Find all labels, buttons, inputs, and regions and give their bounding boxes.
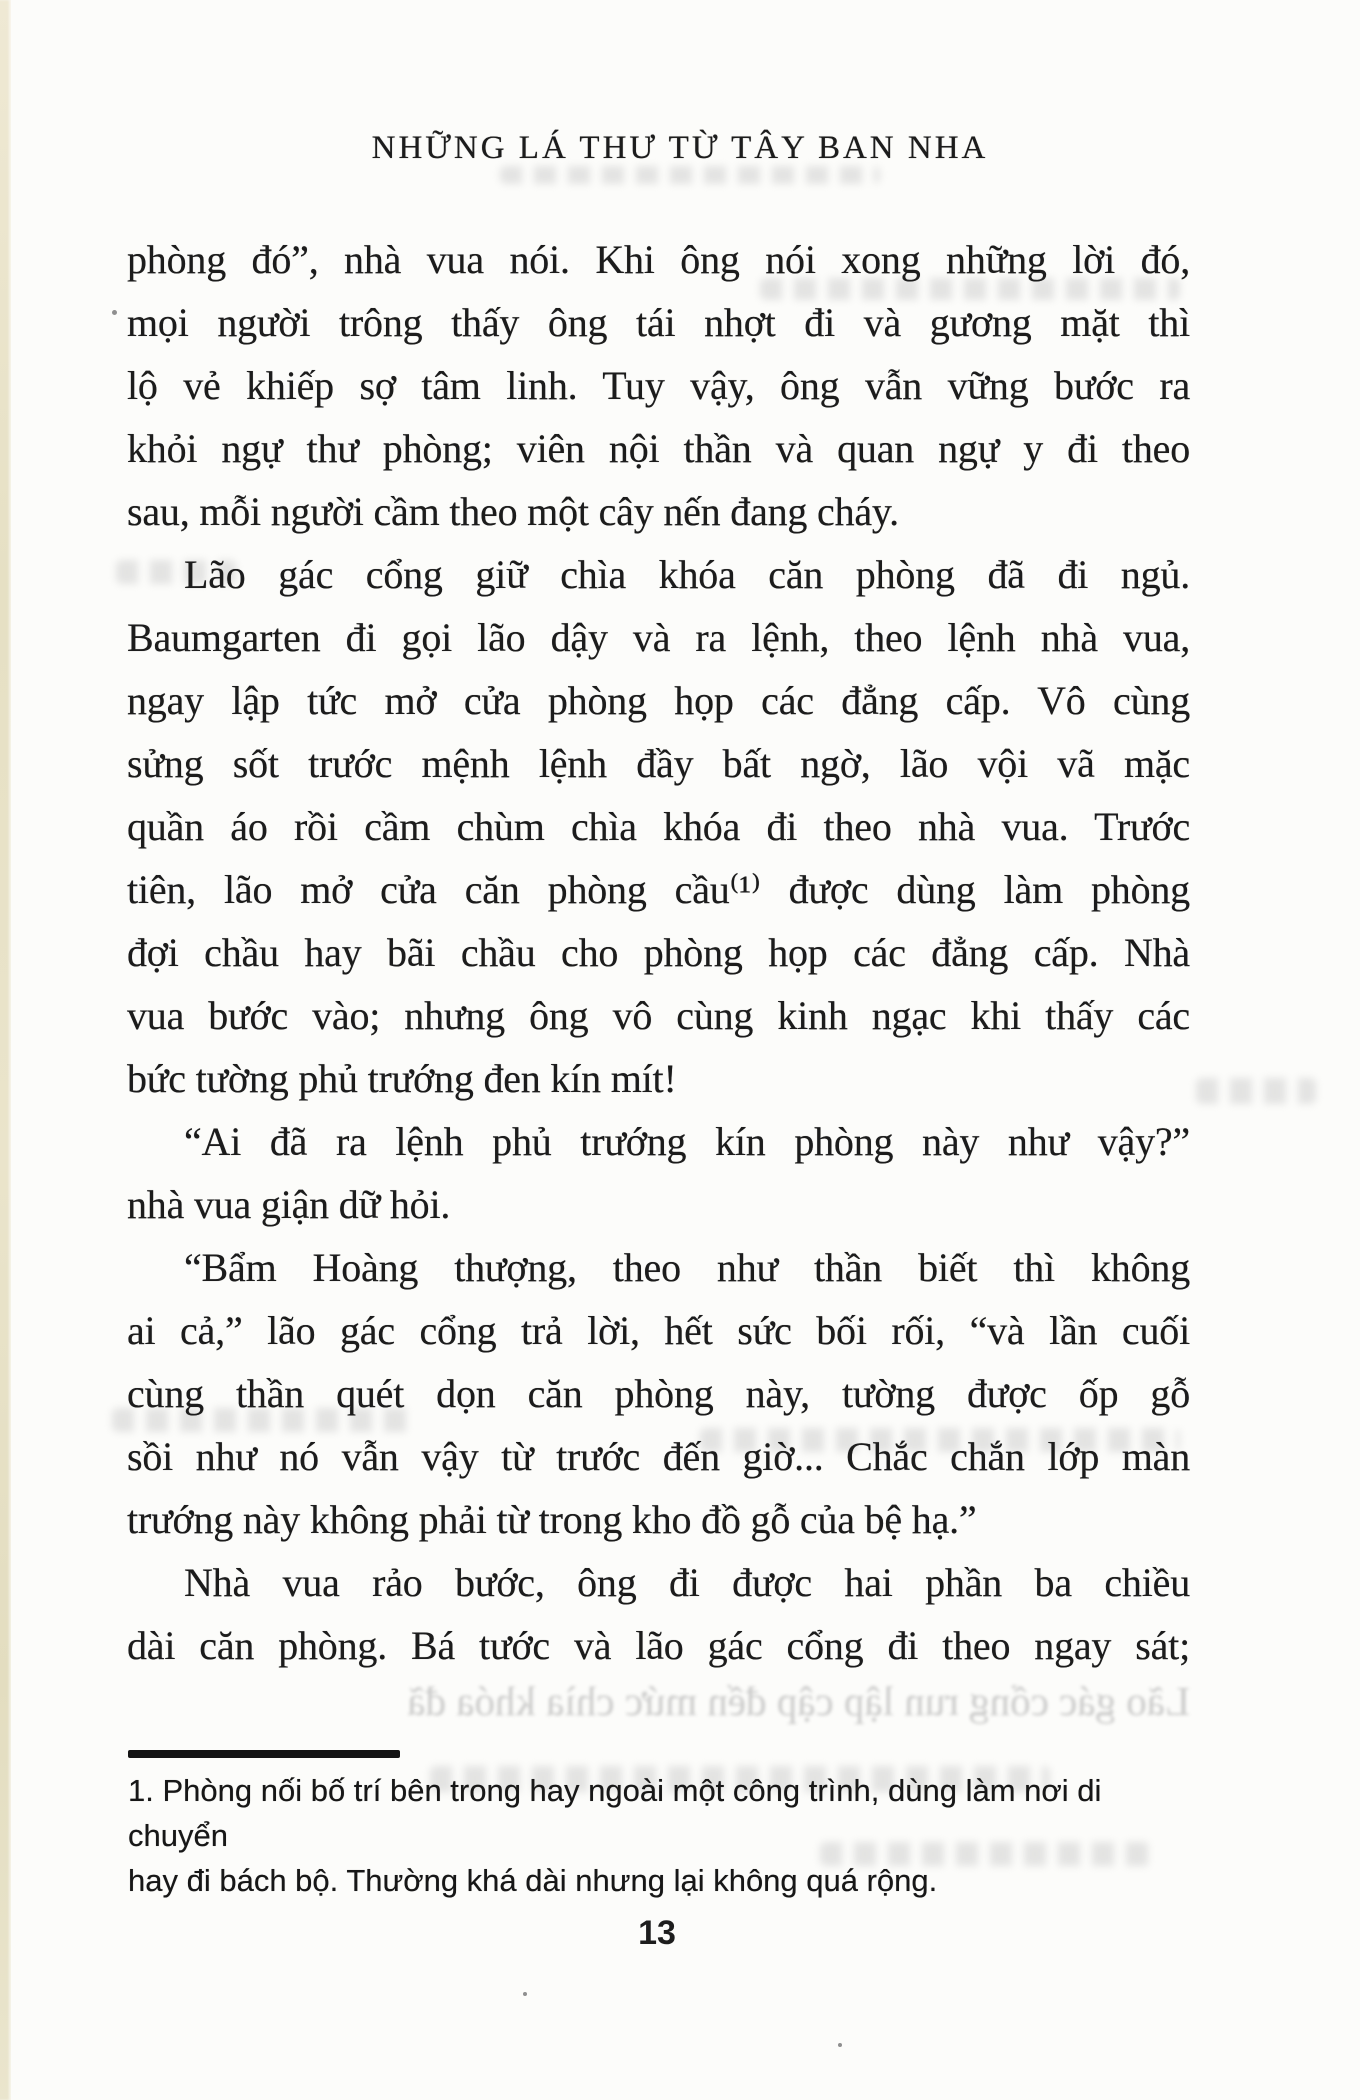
body-line: nhà vua giận dữ hỏi.: [127, 1182, 451, 1227]
body-line: vua bước vào; nhưng ông vô cùng kinh ngạc khi thấy các: [127, 993, 1190, 1038]
page-edge-strip: [0, 0, 11, 2100]
bleedthrough-ghost-text: Lão gác cổng run lập cập đến mức chìa khóa đã: [407, 1678, 1190, 1724]
page-number: 13: [638, 1914, 676, 1952]
body-line: tiên, lão mở cửa căn phòng cầu⁽¹⁾ được dùng làm phòng: [127, 867, 1190, 912]
bleedthrough-smudge: [500, 166, 880, 184]
body-line: lộ vẻ khiếp sợ tâm linh. Tuy vậy, ông vẫn vững bước ra: [127, 363, 1190, 408]
body-line: sau, mỗi người cầm theo một cây nến đang cháy.: [127, 489, 899, 534]
body-line: phòng đó”, nhà vua nói. Khi ông nói xong những lời đó,: [127, 237, 1190, 282]
footnote-line: hay đi bách bộ. Thường khá dài nhưng lại không quá rộng.: [128, 1863, 938, 1898]
running-header: NHỮNG LÁ THƯ TỪ TÂY BAN NHA: [371, 130, 989, 166]
body-line: khỏi ngự thư phòng; viên nội thần và quan ngự y đi theo: [127, 426, 1190, 471]
body-line: trướng này không phải từ trong kho đồ gỗ của bệ hạ.”: [127, 1497, 977, 1542]
body-line: cùng thần quét dọn căn phòng này, tường được ốp gỗ: [127, 1371, 1190, 1416]
body-line: đợi chầu hay bãi chầu cho phòng họp các đẳng cấp. Nhà: [127, 930, 1190, 975]
footnote-rule: [128, 1750, 400, 1758]
body-line: dài căn phòng. Bá tước và lão gác cổng đi theo ngay sát;: [127, 1623, 1190, 1668]
body-line: Nhà vua rảo bước, ông đi được hai phần ba chiều: [184, 1560, 1190, 1605]
scan-speckle: [838, 2043, 842, 2047]
scan-speckle: [112, 310, 117, 315]
body-line: “Ai đã ra lệnh phủ trướng kín phòng này như vậy?”: [184, 1119, 1190, 1164]
footnote-line: 1. Phòng nối bố trí bên trong hay ngoài một công trình, dùng làm nơi di chuyển: [128, 1773, 1102, 1853]
body-line: ngay lập tức mở cửa phòng họp các đẳng cấp. Vô cùng: [127, 678, 1190, 723]
footnote: [128, 1768, 1206, 1903]
body-line: quần áo rồi cầm chùm chìa khóa đi theo nhà vua. Trước: [127, 804, 1190, 849]
body-line: Lão gác cổng giữ chìa khóa căn phòng đã đi ngủ.: [184, 552, 1190, 597]
body-line: mọi người trông thấy ông tái nhợt đi và gương mặt thì: [127, 300, 1190, 345]
body-line: sồi như nó vẫn vậy từ trước đến giờ... Chắc chắn lớp màn: [127, 1434, 1190, 1479]
body-line: Baumgarten đi gọi lão dậy và ra lệnh, theo lệnh nhà vua,: [127, 615, 1190, 660]
body-text: [127, 228, 1190, 1677]
bleedthrough-smudge: [1196, 1078, 1316, 1104]
body-line: ai cả,” lão gác cổng trả lời, hết sức bối rối, “và lần cuối: [127, 1308, 1190, 1353]
body-line: “Bẩm Hoàng thượng, theo như thần biết thì không: [184, 1245, 1190, 1290]
body-line: sửng sốt trước mệnh lệnh đầy bất ngờ, lão vội vã mặc: [127, 741, 1190, 786]
scan-speckle: [523, 1992, 527, 1996]
body-line: bức tường phủ trướng đen kín mít!: [127, 1056, 677, 1101]
